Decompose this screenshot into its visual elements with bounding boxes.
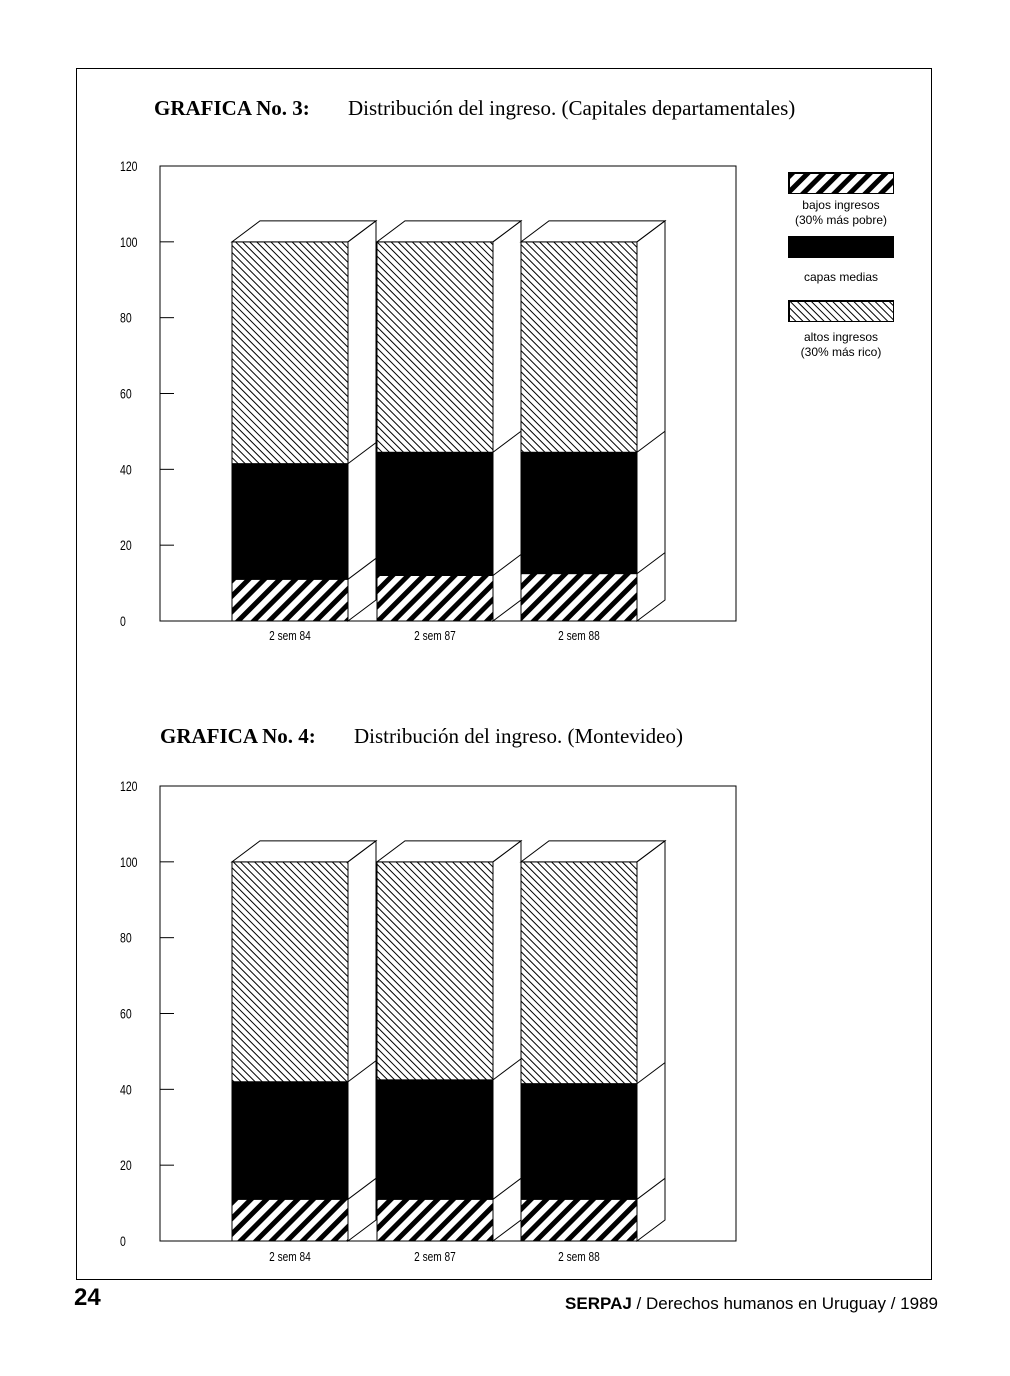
chart-1-y-tick-label: 80 — [120, 310, 132, 327]
chart-1-bar-1-bajos — [232, 579, 348, 621]
chart-2 — [120, 779, 736, 1265]
chart-2-y-tick-label: 120 — [120, 778, 138, 795]
chart-2-bar-3-altos — [521, 862, 637, 1084]
chart-2-bar-2-altos — [377, 862, 493, 1080]
legend-label-altos-1: altos ingresos — [803, 330, 879, 344]
chart-2-title-text: Distribución del ingreso. (Montevideo) — [354, 724, 683, 748]
chart-1-y-tick-label: 100 — [120, 234, 138, 251]
chart-1-y-tick-label: 20 — [120, 537, 132, 554]
footer-brand: SERPAJ — [565, 1294, 632, 1313]
chart-2-y-tick-label: 40 — [120, 1081, 132, 1098]
chart-2-title-number: GRAFICA No. 4: — [160, 724, 316, 748]
chart-1-bar-3-side — [637, 221, 665, 621]
chart-2-bar-1-altos — [232, 862, 348, 1082]
chart-1-bar-2-altos — [377, 242, 493, 452]
legend-label-altos-2: (30% más rico) — [800, 345, 882, 359]
chart-1-y-tick-label: 40 — [120, 461, 132, 478]
footer-text: / Derechos humanos en Uruguay / 1989 — [631, 1294, 938, 1313]
chart-1-bar-2-side — [493, 221, 521, 621]
page-number: 24 — [74, 1284, 101, 1311]
chart-2-bar-1-medias — [232, 1082, 348, 1200]
legend-label-bajos-1: bajos ingresos — [802, 198, 880, 212]
chart-2-category-label: 2 sem 84 — [269, 1249, 311, 1265]
chart-2-y-tick-label: 0 — [120, 1233, 126, 1250]
chart-1-bar-1-medias — [232, 464, 348, 580]
footer-credit — [565, 1294, 938, 1314]
chart-1-title-text: Distribución del ingreso. (Capitales departamentales) — [348, 96, 796, 120]
chart-1 — [120, 159, 736, 644]
chart-1-y-tick-label: 120 — [120, 158, 138, 175]
chart-2-bar-2-medias — [377, 1080, 493, 1199]
legend-label-bajos-2: (30% más pobre) — [794, 213, 888, 227]
chart-1-y-tick-label: 0 — [120, 613, 126, 630]
chart-1-bar-1-altos — [232, 242, 348, 464]
legend-item-medias — [788, 236, 894, 285]
legend-swatch-medias — [788, 236, 894, 258]
chart-2-bar-3-medias — [521, 1084, 637, 1200]
chart-2-y-tick-label: 100 — [120, 854, 138, 871]
chart-2-bar-2-bajos — [377, 1199, 493, 1241]
chart-2-category-label: 2 sem 87 — [414, 1249, 456, 1265]
chart-1-category-label: 2 sem 84 — [269, 628, 311, 644]
legend-swatch-altos — [788, 300, 894, 322]
chart-2-y-tick-label: 20 — [120, 1157, 132, 1174]
legend-item-altos — [788, 300, 894, 360]
chart-1-bar-3-bajos — [521, 574, 637, 621]
chart-2-bar-3-bajos — [521, 1199, 637, 1241]
chart-1-bar-2-medias — [377, 452, 493, 575]
chart-1-y-tick-label: 60 — [120, 386, 132, 402]
chart-1-bar-3-altos — [521, 242, 637, 452]
legend-swatch-bajos — [788, 172, 894, 194]
chart-2-bar-1-bajos — [232, 1199, 348, 1241]
chart-2-y-tick-label: 60 — [120, 1006, 132, 1022]
chart-2-category-label: 2 sem 88 — [558, 1249, 600, 1265]
chart-1-bar-2-bajos — [377, 576, 493, 622]
chart-1-category-label: 2 sem 87 — [414, 628, 456, 644]
chart-1-title-number: GRAFICA No. 3: — [154, 96, 310, 120]
legend-item-bajos — [788, 172, 894, 228]
chart-2-y-tick-label: 80 — [120, 930, 132, 947]
chart-1-category-label: 2 sem 88 — [558, 628, 600, 644]
legend-label-medias: capas medias — [803, 270, 879, 284]
chart-1-bar-3-medias — [521, 452, 637, 573]
